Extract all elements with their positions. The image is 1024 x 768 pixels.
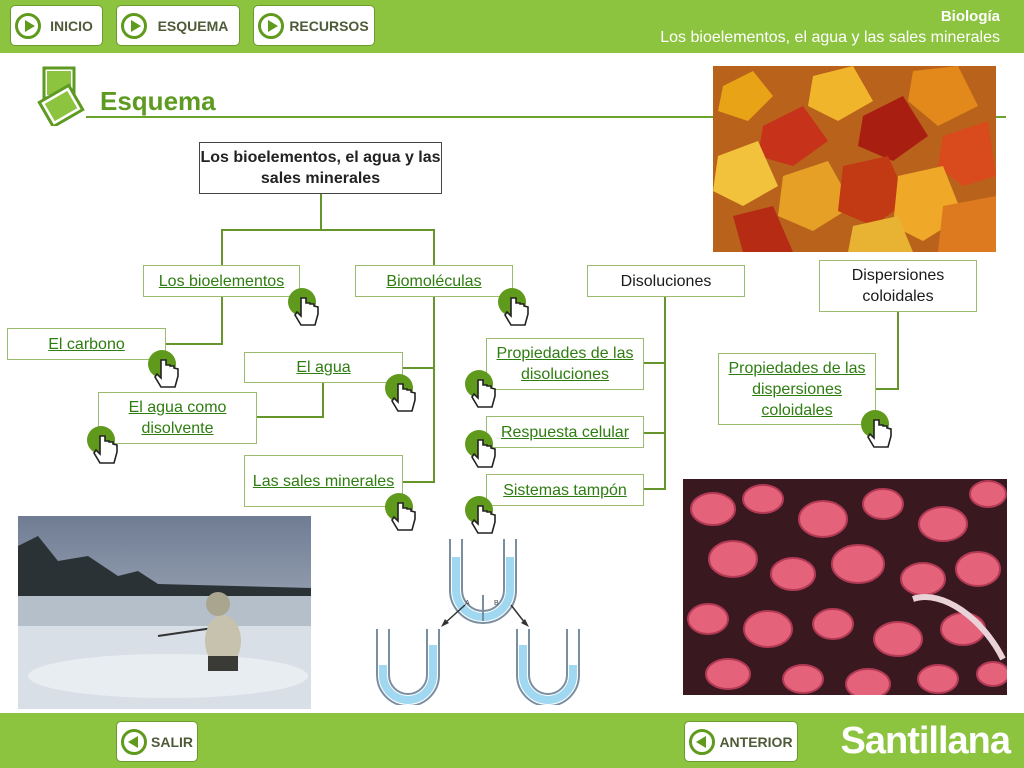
diagram-label-a: A: [465, 600, 470, 607]
play-arrow-icon: [258, 13, 284, 39]
back-arrow-icon: [689, 729, 715, 755]
esquema-label: ESQUEMA: [157, 17, 229, 34]
subject-name: Biología: [940, 8, 1000, 25]
recursos-label: RECURSOS: [289, 17, 369, 34]
agua-disolvente-link[interactable]: El agua como disolvente: [98, 392, 257, 444]
hand-pointer-icon[interactable]: [464, 370, 500, 410]
hand-pointer-icon[interactable]: [287, 288, 323, 328]
scheme-icon: [36, 66, 86, 126]
carbono-link[interactable]: El carbono: [7, 328, 166, 360]
hand-pointer-icon[interactable]: [860, 410, 896, 450]
salir-label: SALIR: [151, 733, 193, 750]
hand-pointer-icon[interactable]: [384, 493, 420, 533]
autumn-leaves-photo: [713, 66, 996, 252]
back-arrow-icon: [121, 729, 147, 755]
play-arrow-icon: [121, 13, 147, 39]
anterior-button[interactable]: [684, 721, 798, 762]
root-concept-box: Los bioelementos, el agua y las sales minerales: [199, 142, 442, 194]
play-arrow-icon: [15, 13, 41, 39]
inicio-label: INICIO: [50, 17, 93, 34]
hand-pointer-icon[interactable]: [497, 288, 533, 328]
hand-pointer-icon[interactable]: [86, 426, 122, 466]
hand-pointer-icon[interactable]: [384, 374, 420, 414]
diagram-label-b: B: [494, 600, 499, 607]
anterior-label: ANTERIOR: [719, 733, 793, 750]
agua-link[interactable]: El agua: [244, 352, 403, 383]
subject-header: [660, 8, 1000, 47]
bioelementos-link[interactable]: Los bioelementos: [143, 265, 300, 297]
propiedades-dispersiones-link[interactable]: Propiedades de las dispersiones coloidales: [718, 353, 876, 425]
hand-pointer-icon[interactable]: [464, 496, 500, 536]
sales-minerales-link[interactable]: Las sales minerales: [244, 455, 403, 507]
inicio-button[interactable]: [10, 5, 103, 46]
santillana-logo: Santillana: [840, 720, 1010, 762]
recursos-button[interactable]: [253, 5, 375, 46]
hand-pointer-icon[interactable]: [464, 430, 500, 470]
blood-cells-photo: [683, 479, 1007, 695]
disoluciones-box: Disoluciones: [587, 265, 745, 297]
biomoleculas-link[interactable]: Biomoléculas: [355, 265, 513, 297]
propiedades-disoluciones-link[interactable]: Propiedades de las disoluciones: [486, 338, 644, 390]
respuesta-celular-link[interactable]: Respuesta celular: [486, 416, 644, 448]
dispersiones-box: Dispersiones coloidales: [819, 260, 977, 312]
sistemas-tampon-link[interactable]: Sistemas tampón: [486, 474, 644, 506]
u-tube-diagram: [375, 535, 590, 705]
ice-fishing-photo: [18, 516, 311, 709]
esquema-button[interactable]: [116, 5, 240, 46]
salir-button[interactable]: [116, 721, 198, 762]
unit-name: Los bioelementos, el agua y las sales minerales: [660, 29, 1000, 46]
hand-pointer-icon[interactable]: [147, 350, 183, 390]
page-title: Esquema: [100, 86, 216, 116]
